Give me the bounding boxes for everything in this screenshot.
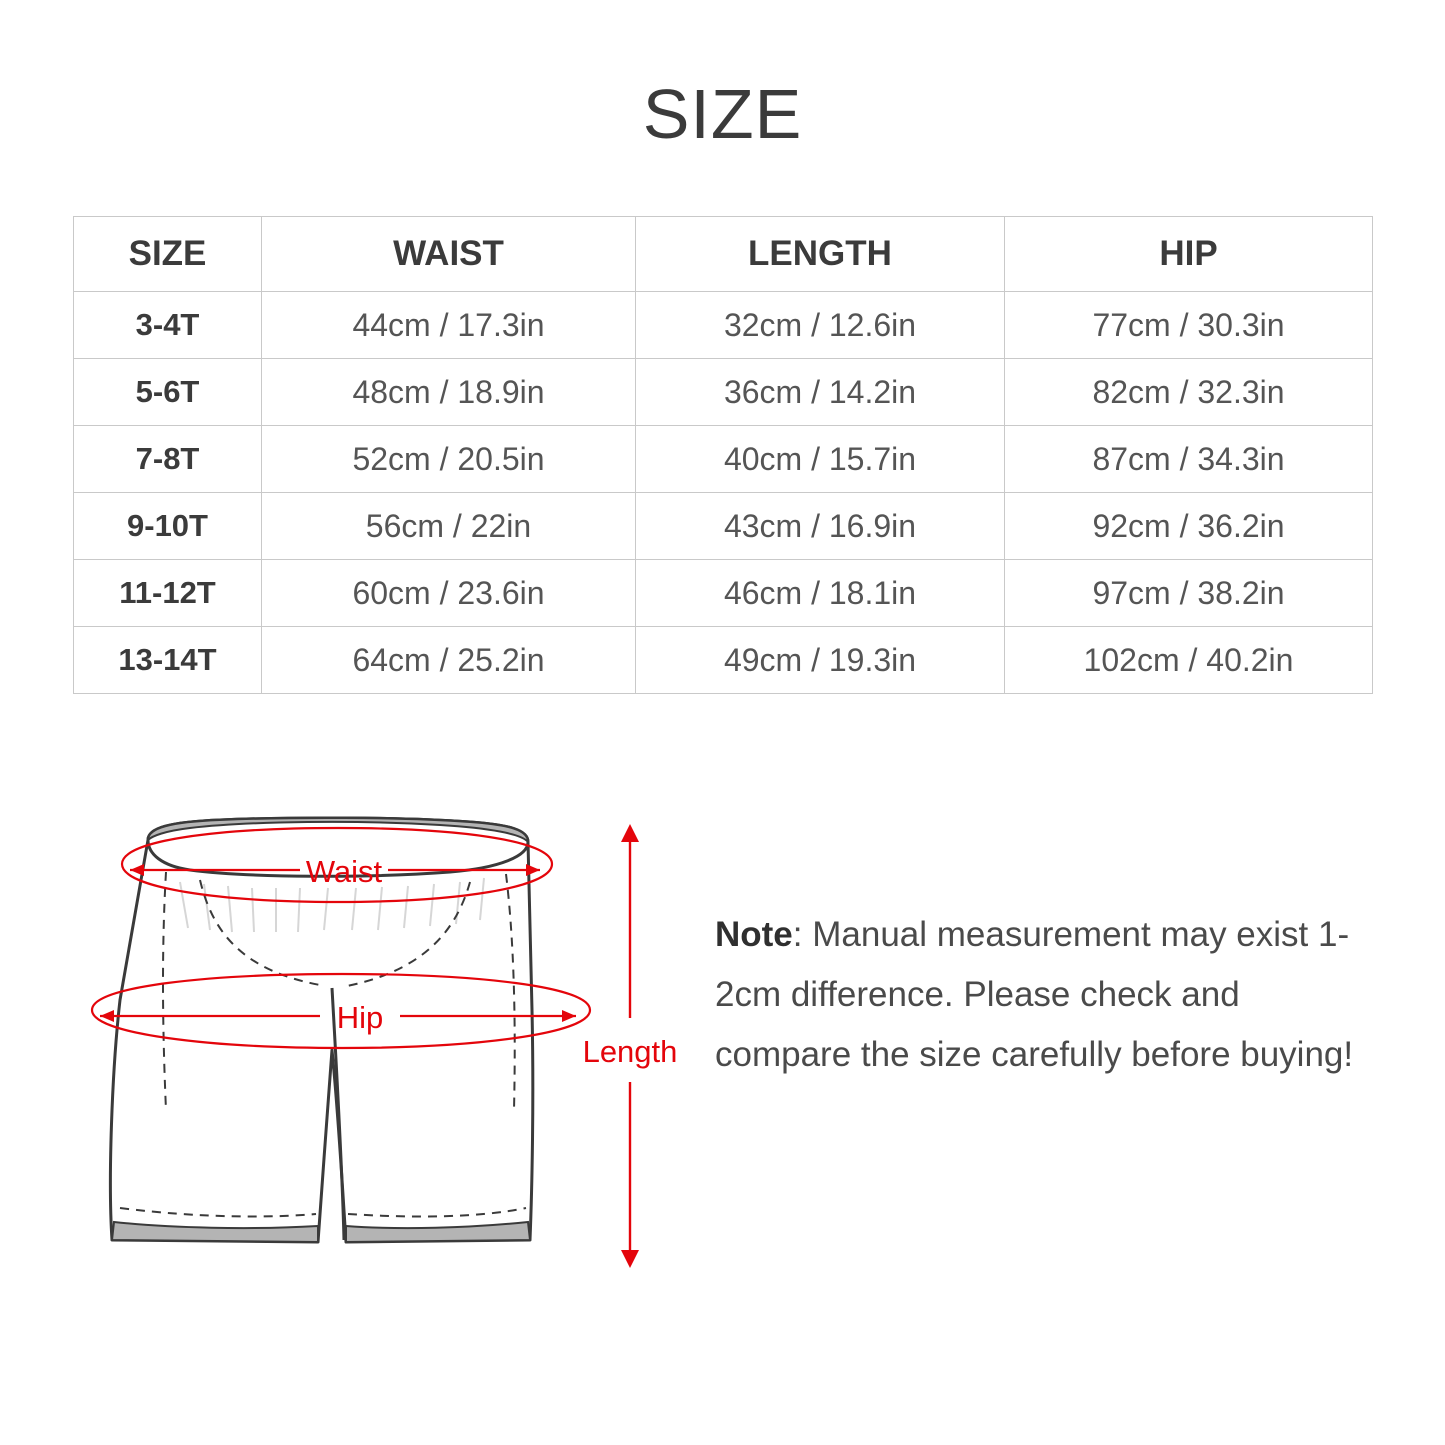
note-text: : Manual measurement may exist 1-2cm difference. Please check and compare the size carefully before buying!: [715, 915, 1354, 1075]
cell-size: 13-14T: [74, 627, 262, 694]
cell-length: 36cm / 14.2in: [636, 359, 1005, 426]
table-row: [74, 493, 1373, 560]
note-label: Note: [715, 915, 793, 954]
cell-length: 49cm / 19.3in: [636, 627, 1005, 694]
cell-length: 46cm / 18.1in: [636, 560, 1005, 627]
table-row: [74, 560, 1373, 627]
cell-length: 32cm / 12.6in: [636, 292, 1005, 359]
hip-label: Hip: [336, 1000, 384, 1035]
shorts-measurement-diagram: [70, 810, 710, 1330]
cell-size: 9-10T: [74, 493, 262, 560]
cell-hip: 87cm / 34.3in: [1005, 426, 1373, 493]
cell-hip: 82cm / 32.3in: [1005, 359, 1373, 426]
table-row: [74, 426, 1373, 493]
cell-size: 5-6T: [74, 359, 262, 426]
cell-waist: 56cm / 22in: [262, 493, 636, 560]
cell-waist: 64cm / 25.2in: [262, 627, 636, 694]
waist-label: Waist: [305, 854, 383, 889]
cell-waist: 44cm / 17.3in: [262, 292, 636, 359]
table-row: [74, 292, 1373, 359]
cell-hip: 97cm / 38.2in: [1005, 560, 1373, 627]
table-row: [74, 359, 1373, 426]
cell-length: 43cm / 16.9in: [636, 493, 1005, 560]
length-measurement-guide: [583, 824, 678, 1268]
cell-size: 7-8T: [74, 426, 262, 493]
column-header-waist: WAIST: [262, 217, 636, 292]
cell-size: 11-12T: [74, 560, 262, 627]
note-block: [715, 905, 1375, 1086]
page-title: SIZE: [642, 75, 803, 153]
column-header-hip: HIP: [1005, 217, 1373, 292]
table-row: [74, 627, 1373, 694]
column-header-length: LENGTH: [636, 217, 1005, 292]
cell-hip: 77cm / 30.3in: [1005, 292, 1373, 359]
cell-hip: 92cm / 36.2in: [1005, 493, 1373, 560]
table-header-row: [74, 217, 1373, 292]
cell-waist: 52cm / 20.5in: [262, 426, 636, 493]
cell-length: 40cm / 15.7in: [636, 426, 1005, 493]
cell-waist: 60cm / 23.6in: [262, 560, 636, 627]
cell-size: 3-4T: [74, 292, 262, 359]
cell-waist: 48cm / 18.9in: [262, 359, 636, 426]
column-header-size: SIZE: [74, 217, 262, 292]
size-table: [73, 216, 1373, 694]
length-label: Length: [582, 1034, 678, 1069]
cell-hip: 102cm / 40.2in: [1005, 627, 1373, 694]
